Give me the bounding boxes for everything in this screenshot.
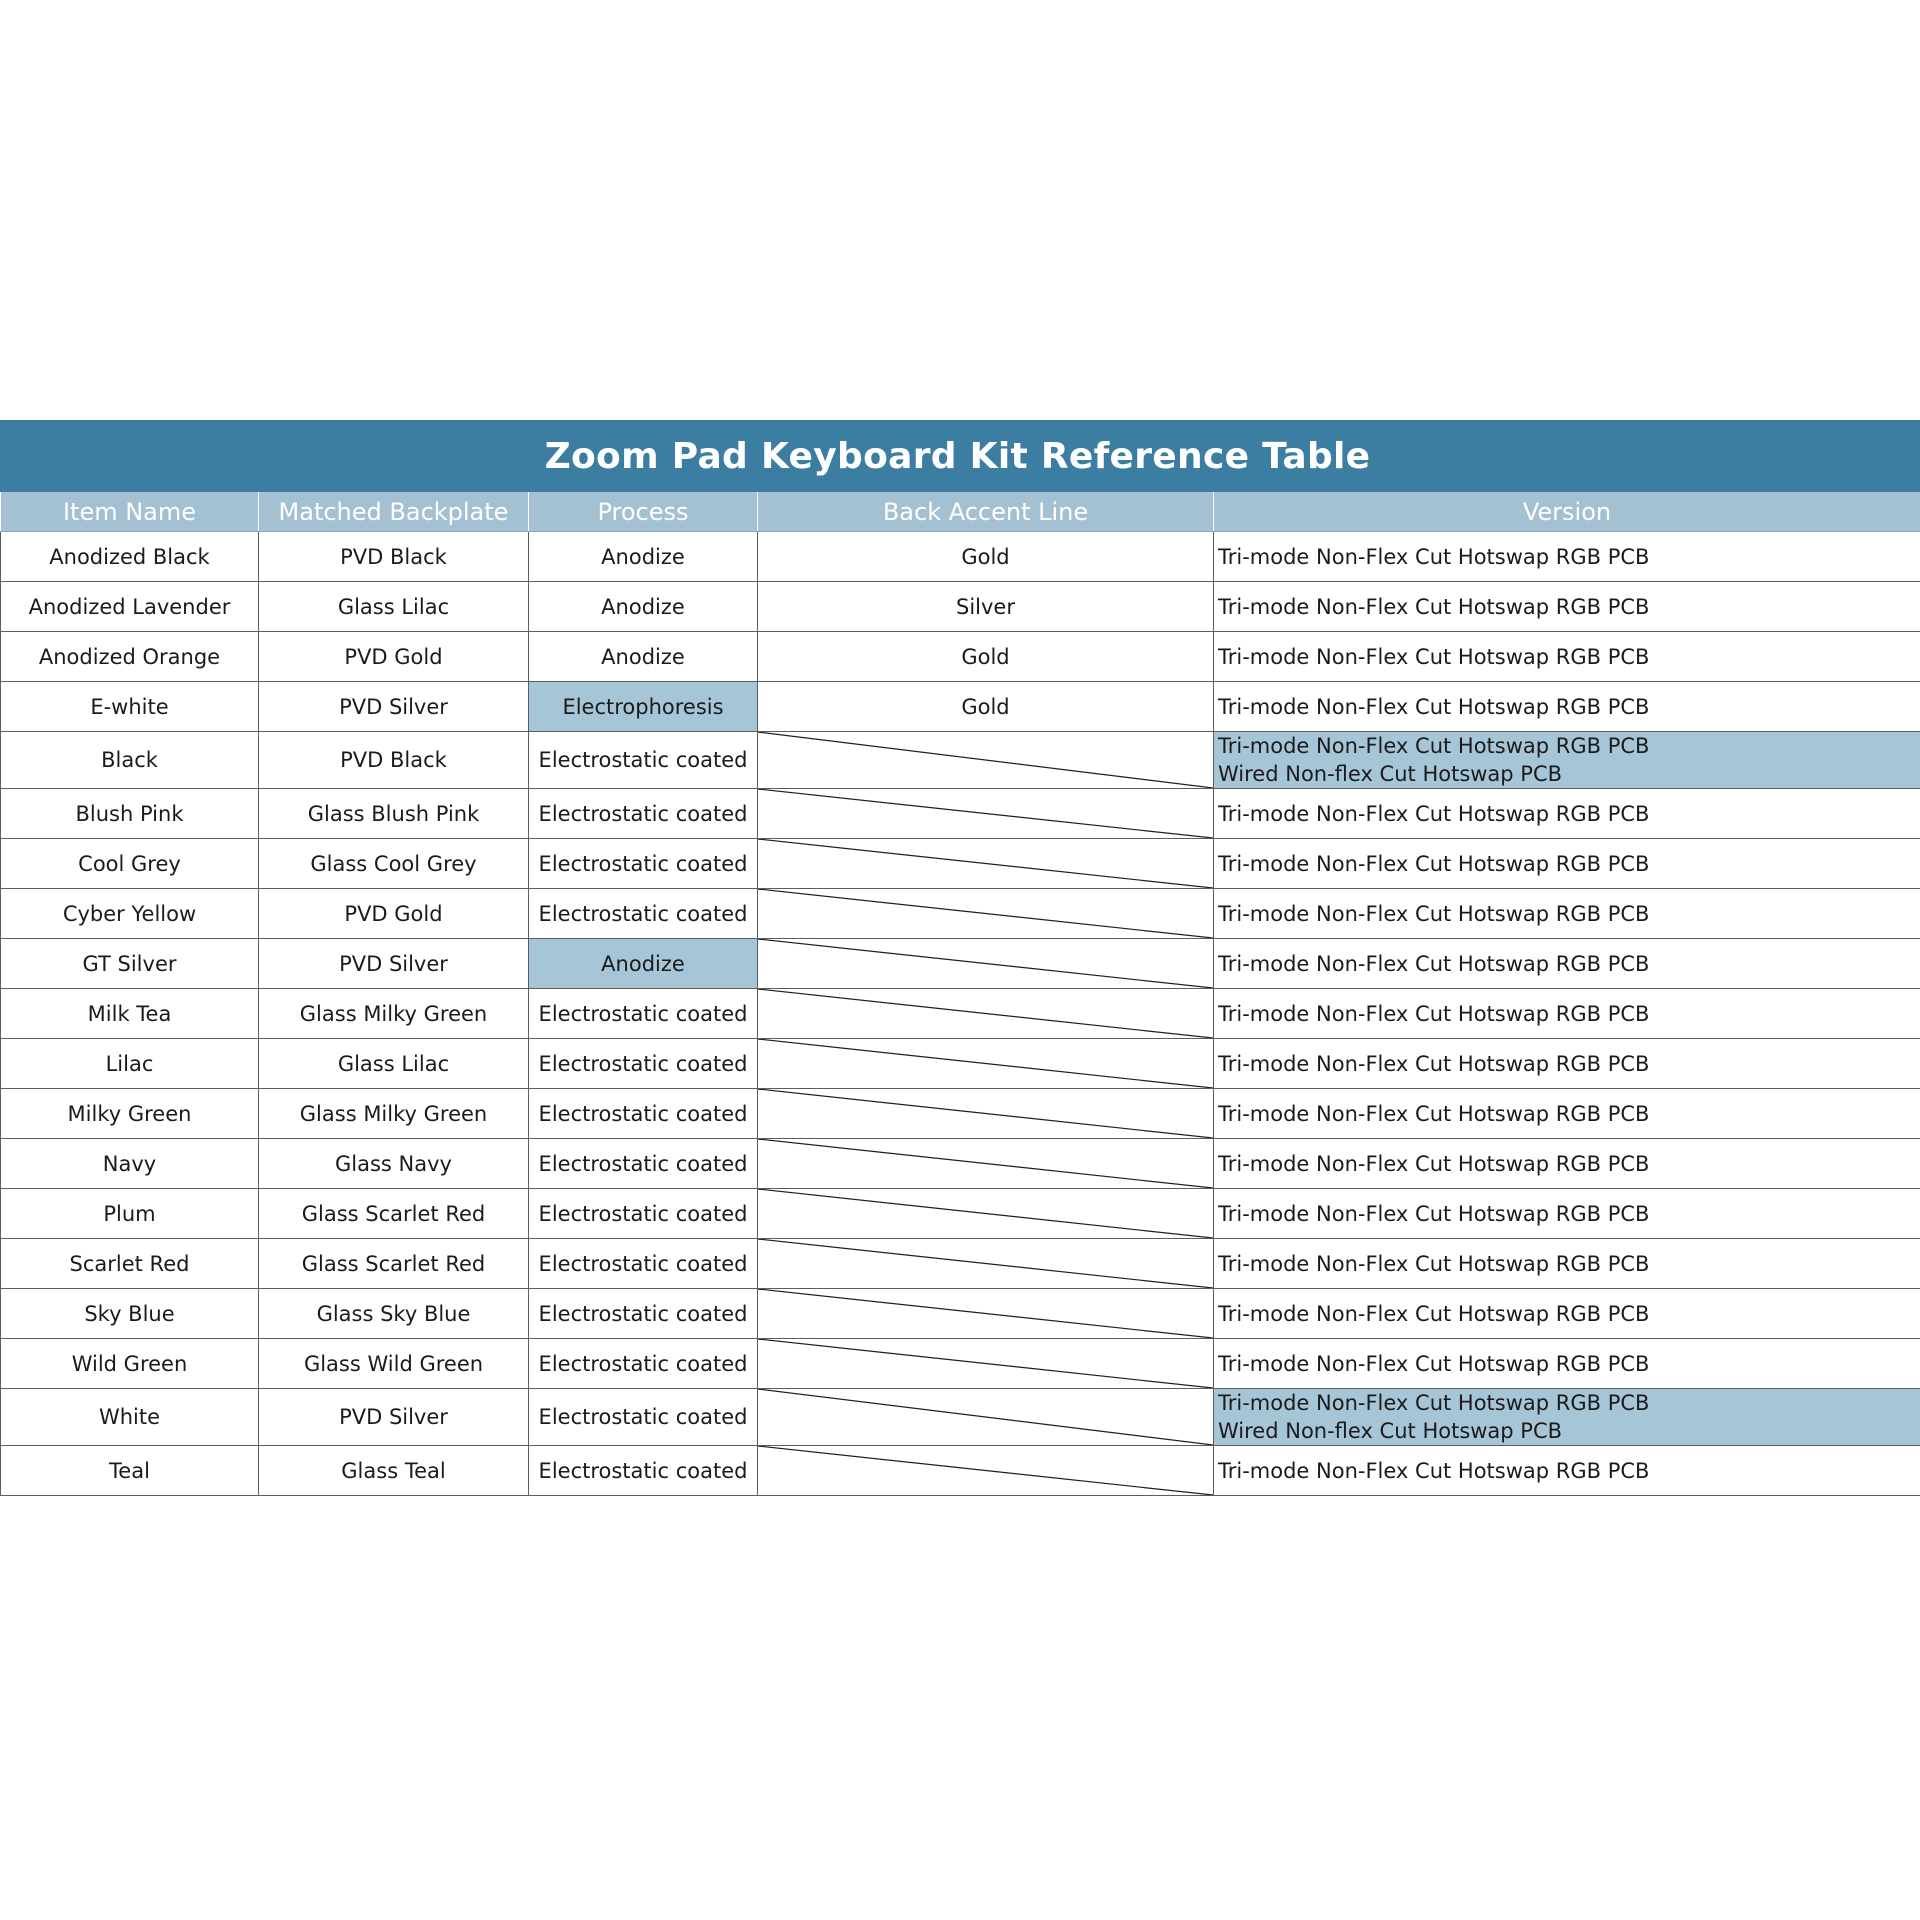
cell-version xyxy=(1214,732,1920,789)
version-line: Tri-mode Non-Flex Cut Hotswap RGB PCB xyxy=(1218,1001,1650,1026)
cell-back-accent-line-empty xyxy=(758,1139,1214,1189)
cell-process: Electrostatic coated xyxy=(529,989,758,1039)
table-title: Zoom Pad Keyboard Kit Reference Table xyxy=(0,420,1920,492)
version-line: Tri-mode Non-Flex Cut Hotswap RGB PCB xyxy=(1218,1351,1650,1376)
version-line: Wired Non-flex Cut Hotswap PCB xyxy=(1218,762,1563,786)
cell-process: Electrostatic coated xyxy=(529,1339,758,1389)
diagonal-slash-line xyxy=(758,1446,1213,1495)
table-row xyxy=(1,939,1920,989)
version-line: Tri-mode Non-Flex Cut Hotswap RGB PCB xyxy=(1218,694,1650,719)
version-line: Tri-mode Non-Flex Cut Hotswap RGB PCB xyxy=(1218,1301,1650,1326)
header-matched-backplate: Matched Backplate xyxy=(259,492,529,532)
diagonal-slash xyxy=(758,1039,1213,1088)
version-line: Wired Non-flex Cut Hotswap PCB xyxy=(1218,1419,1563,1443)
cell-item-name: White xyxy=(1,1389,259,1446)
table-row xyxy=(1,989,1920,1039)
version-line: Tri-mode Non-Flex Cut Hotswap RGB PCB xyxy=(1218,1101,1650,1126)
cell-process: Electrostatic coated xyxy=(529,1239,758,1289)
cell-matched-backplate: Glass Blush Pink xyxy=(259,789,529,839)
cell-back-accent-line-empty xyxy=(758,1446,1214,1496)
cell-back-accent-line-empty xyxy=(758,1089,1214,1139)
table-row xyxy=(1,1139,1920,1189)
cell-process: Anodize xyxy=(529,582,758,632)
diagonal-slash xyxy=(758,839,1213,888)
cell-item-name: Milky Green xyxy=(1,1089,259,1139)
table-row xyxy=(1,1089,1920,1139)
cell-item-name: Scarlet Red xyxy=(1,1239,259,1289)
cell-back-accent-line-empty xyxy=(758,789,1214,839)
cell-back-accent-line-empty xyxy=(758,732,1214,789)
cell-matched-backplate: Glass Cool Grey xyxy=(259,839,529,889)
cell-matched-backplate: Glass Navy xyxy=(259,1139,529,1189)
cell-back-accent-line-empty xyxy=(758,1239,1214,1289)
cell-back-accent-line-empty xyxy=(758,1189,1214,1239)
version-line: Tri-mode Non-Flex Cut Hotswap RGB PCB xyxy=(1218,594,1650,619)
diagonal-slash-line xyxy=(758,1039,1213,1088)
cell-matched-backplate: PVD Silver xyxy=(259,939,529,989)
diagonal-slash-line xyxy=(758,839,1213,888)
cell-matched-backplate: Glass Scarlet Red xyxy=(259,1189,529,1239)
table-row xyxy=(1,732,1920,789)
cell-process: Electrostatic coated xyxy=(529,1189,758,1239)
version-line: Tri-mode Non-Flex Cut Hotswap RGB PCB xyxy=(1218,901,1650,926)
cell-item-name: GT Silver xyxy=(1,939,259,989)
cell-version xyxy=(1214,1039,1920,1089)
diagonal-slash-line xyxy=(758,989,1213,1038)
cell-process: Electrostatic coated xyxy=(529,789,758,839)
cell-item-name: Anodized Orange xyxy=(1,632,259,682)
cell-back-accent-line-empty xyxy=(758,1289,1214,1339)
version-line: Tri-mode Non-Flex Cut Hotswap RGB PCB xyxy=(1218,1151,1650,1176)
diagonal-slash xyxy=(758,989,1213,1038)
header-version: Version xyxy=(1214,492,1920,532)
cell-process: Electrophoresis xyxy=(529,682,758,732)
header-process: Process xyxy=(529,492,758,532)
cell-item-name: Teal xyxy=(1,1446,259,1496)
cell-back-accent-line-empty xyxy=(758,839,1214,889)
cell-version xyxy=(1214,1089,1920,1139)
table-row xyxy=(1,532,1920,582)
cell-version xyxy=(1214,789,1920,839)
version-line: Tri-mode Non-Flex Cut Hotswap RGB PCB xyxy=(1218,851,1650,876)
cell-back-accent-line-empty xyxy=(758,989,1214,1039)
cell-item-name: Black xyxy=(1,732,259,789)
cell-back-accent-line-empty xyxy=(758,939,1214,989)
diagonal-slash xyxy=(758,1089,1213,1138)
cell-matched-backplate: PVD Silver xyxy=(259,682,529,732)
cell-matched-backplate: PVD Black xyxy=(259,532,529,582)
cell-item-name: E-white xyxy=(1,682,259,732)
cell-back-accent-line-empty xyxy=(758,1339,1214,1389)
cell-version xyxy=(1214,682,1920,732)
table-row xyxy=(1,1446,1920,1496)
diagonal-slash xyxy=(758,732,1213,788)
cell-item-name: Blush Pink xyxy=(1,789,259,839)
cell-matched-backplate: Glass Lilac xyxy=(259,1039,529,1089)
diagonal-slash xyxy=(758,939,1213,988)
diagonal-slash-line xyxy=(758,732,1213,788)
diagonal-slash xyxy=(758,1289,1213,1338)
diagonal-slash xyxy=(758,1339,1213,1388)
cell-item-name: Plum xyxy=(1,1189,259,1239)
diagonal-slash xyxy=(758,1446,1213,1495)
version-line: Tri-mode Non-Flex Cut Hotswap RGB PCB xyxy=(1218,544,1650,569)
cell-item-name: Cyber Yellow xyxy=(1,889,259,939)
cell-process: Electrostatic coated xyxy=(529,1089,758,1139)
cell-back-accent-line-empty xyxy=(758,889,1214,939)
cell-version xyxy=(1214,839,1920,889)
diagonal-slash-line xyxy=(758,889,1213,938)
diagonal-slash xyxy=(758,889,1213,938)
cell-item-name: Sky Blue xyxy=(1,1289,259,1339)
cell-process: Electrostatic coated xyxy=(529,1389,758,1446)
cell-version xyxy=(1214,1189,1920,1239)
table-body xyxy=(1,532,1920,1496)
table-row xyxy=(1,789,1920,839)
reference-table xyxy=(0,492,1920,1496)
cell-process: Electrostatic coated xyxy=(529,889,758,939)
table-row xyxy=(1,632,1920,682)
cell-process: Electrostatic coated xyxy=(529,839,758,889)
diagonal-slash-line xyxy=(758,789,1213,838)
cell-process: Electrostatic coated xyxy=(529,732,758,789)
cell-version xyxy=(1214,532,1920,582)
table-row xyxy=(1,582,1920,632)
table-row xyxy=(1,1189,1920,1239)
version-line: Tri-mode Non-Flex Cut Hotswap RGB PCB xyxy=(1218,801,1650,826)
cell-matched-backplate: Glass Milky Green xyxy=(259,989,529,1039)
cell-matched-backplate: PVD Gold xyxy=(259,632,529,682)
version-line: Tri-mode Non-Flex Cut Hotswap RGB PCB xyxy=(1218,644,1650,669)
cell-version xyxy=(1214,582,1920,632)
cell-version xyxy=(1214,1339,1920,1389)
cell-item-name: Wild Green xyxy=(1,1339,259,1389)
diagonal-slash xyxy=(758,1389,1213,1445)
cell-item-name: Milk Tea xyxy=(1,989,259,1039)
diagonal-slash xyxy=(758,789,1213,838)
cell-back-accent-line: Silver xyxy=(758,582,1214,632)
diagonal-slash-line xyxy=(758,1339,1213,1388)
cell-process: Electrostatic coated xyxy=(529,1289,758,1339)
version-line: Tri-mode Non-Flex Cut Hotswap RGB PCB xyxy=(1218,1051,1650,1076)
version-line: Tri-mode Non-Flex Cut Hotswap RGB PCB xyxy=(1218,1391,1650,1415)
cell-version xyxy=(1214,1139,1920,1189)
cell-version xyxy=(1214,989,1920,1039)
cell-version xyxy=(1214,889,1920,939)
cell-version xyxy=(1214,1239,1920,1289)
table-row xyxy=(1,889,1920,939)
cell-version xyxy=(1214,1389,1920,1446)
cell-item-name: Lilac xyxy=(1,1039,259,1089)
cell-item-name: Anodized Lavender xyxy=(1,582,259,632)
table-row xyxy=(1,1289,1920,1339)
cell-version xyxy=(1214,1446,1920,1496)
diagonal-slash-line xyxy=(758,1239,1213,1288)
cell-process: Anodize xyxy=(529,939,758,989)
cell-back-accent-line-empty xyxy=(758,1039,1214,1089)
cell-back-accent-line-empty xyxy=(758,1389,1214,1446)
cell-matched-backplate: Glass Wild Green xyxy=(259,1339,529,1389)
header-row xyxy=(1,492,1920,532)
header-item-name: Item Name xyxy=(1,492,259,532)
cell-matched-backplate: PVD Black xyxy=(259,732,529,789)
reference-sheet xyxy=(0,420,1920,1496)
cell-matched-backplate: Glass Teal xyxy=(259,1446,529,1496)
cell-item-name: Anodized Black xyxy=(1,532,259,582)
cell-matched-backplate: Glass Sky Blue xyxy=(259,1289,529,1339)
diagonal-slash-line xyxy=(758,1289,1213,1338)
diagonal-slash xyxy=(758,1139,1213,1188)
cell-matched-backplate: Glass Milky Green xyxy=(259,1089,529,1139)
version-line: Tri-mode Non-Flex Cut Hotswap RGB PCB xyxy=(1218,1251,1650,1276)
cell-process: Electrostatic coated xyxy=(529,1039,758,1089)
table-row xyxy=(1,839,1920,889)
diagonal-slash-line xyxy=(758,1089,1213,1138)
diagonal-slash-line xyxy=(758,1139,1213,1188)
table-row xyxy=(1,1039,1920,1089)
cell-matched-backplate: Glass Scarlet Red xyxy=(259,1239,529,1289)
cell-back-accent-line: Gold xyxy=(758,632,1214,682)
cell-item-name: Cool Grey xyxy=(1,839,259,889)
diagonal-slash-line xyxy=(758,1189,1213,1238)
diagonal-slash-line xyxy=(758,939,1213,988)
cell-process: Electrostatic coated xyxy=(529,1446,758,1496)
table-row xyxy=(1,1339,1920,1389)
version-line: Tri-mode Non-Flex Cut Hotswap RGB PCB xyxy=(1218,734,1650,758)
version-line: Tri-mode Non-Flex Cut Hotswap RGB PCB xyxy=(1218,1201,1650,1226)
cell-back-accent-line: Gold xyxy=(758,682,1214,732)
table-row xyxy=(1,682,1920,732)
diagonal-slash xyxy=(758,1239,1213,1288)
cell-version xyxy=(1214,939,1920,989)
version-line: Tri-mode Non-Flex Cut Hotswap RGB PCB xyxy=(1218,951,1650,976)
cell-process: Anodize xyxy=(529,532,758,582)
header-back-accent-line: Back Accent Line xyxy=(758,492,1214,532)
cell-version xyxy=(1214,1289,1920,1339)
table-row xyxy=(1,1239,1920,1289)
cell-back-accent-line: Gold xyxy=(758,532,1214,582)
cell-version xyxy=(1214,632,1920,682)
cell-matched-backplate: Glass Lilac xyxy=(259,582,529,632)
cell-matched-backplate: PVD Gold xyxy=(259,889,529,939)
diagonal-slash-line xyxy=(758,1389,1213,1445)
version-line: Tri-mode Non-Flex Cut Hotswap RGB PCB xyxy=(1218,1458,1650,1483)
cell-process: Anodize xyxy=(529,632,758,682)
cell-matched-backplate: PVD Silver xyxy=(259,1389,529,1446)
cell-item-name: Navy xyxy=(1,1139,259,1189)
table-row xyxy=(1,1389,1920,1446)
diagonal-slash xyxy=(758,1189,1213,1238)
cell-process: Electrostatic coated xyxy=(529,1139,758,1189)
